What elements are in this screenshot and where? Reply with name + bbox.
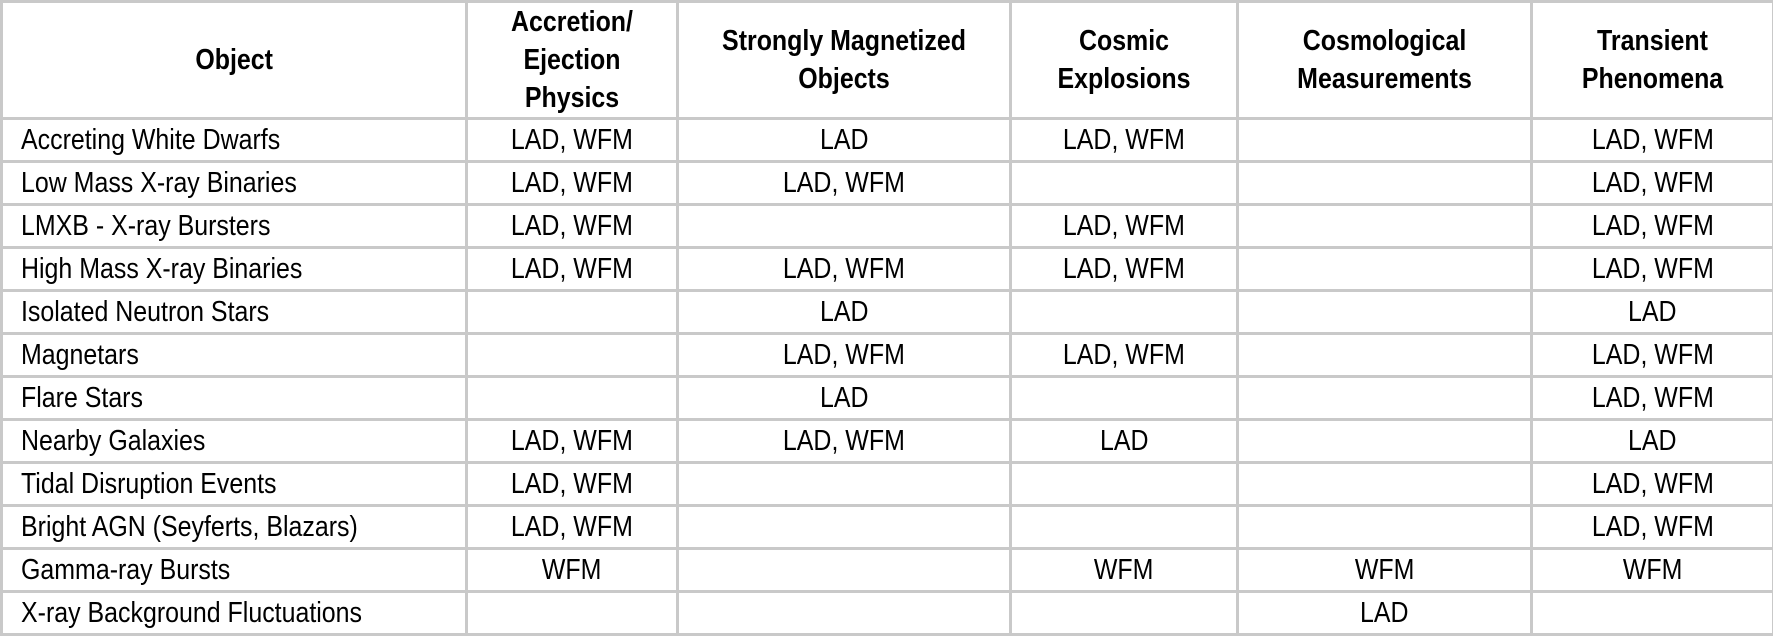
instrument-value: LAD, WFM: [1592, 249, 1714, 289]
instrument-value: LAD, WFM: [783, 421, 905, 461]
table-row: [2, 506, 1773, 549]
instrument-cell: [1011, 205, 1238, 248]
instrument-value: LAD, WFM: [1592, 464, 1714, 504]
instrument-cell: [678, 162, 1011, 205]
instrument-value: LAD: [1100, 421, 1149, 461]
instrument-value: LAD, WFM: [783, 335, 905, 375]
instrument-cell: [1238, 205, 1532, 248]
instrument-value: LAD, WFM: [783, 249, 905, 289]
instrument-cell: [1238, 291, 1532, 334]
object-name-cell: [2, 205, 467, 248]
header-label: Strongly Magnetized Objects: [702, 22, 986, 98]
instrument-cell: [1532, 420, 1773, 463]
instrument-cell: [467, 377, 678, 420]
object-name: Flare Stars: [21, 378, 143, 418]
instrument-cell: [1011, 592, 1238, 635]
object-name-cell: [2, 549, 467, 592]
table-row: [2, 420, 1773, 463]
object-name-cell: [2, 291, 467, 334]
instrument-cell: [1532, 334, 1773, 377]
instrument-cell: [1238, 377, 1532, 420]
instrument-value: LAD: [1628, 421, 1677, 461]
instrument-cell: [467, 592, 678, 635]
instrument-value: WFM: [542, 550, 602, 590]
instrument-value: LAD, WFM: [1063, 249, 1185, 289]
instrument-cell: [1238, 420, 1532, 463]
object-name-cell: [2, 420, 467, 463]
instrument-value: LAD, WFM: [511, 206, 633, 246]
table-row: [2, 205, 1773, 248]
instrument-value: LAD, WFM: [511, 120, 633, 160]
instrument-value: LAD, WFM: [783, 163, 905, 203]
instrument-cell: [1238, 463, 1532, 506]
object-name-cell: [2, 463, 467, 506]
instrument-value: LAD, WFM: [1063, 335, 1185, 375]
instrument-value: LAD, WFM: [1592, 206, 1714, 246]
object-name: Nearby Galaxies: [21, 421, 205, 461]
instrument-value: WFM: [1623, 550, 1683, 590]
instrument-value: LAD, WFM: [1592, 163, 1714, 203]
instrument-value: LAD, WFM: [511, 249, 633, 289]
object-name: Accreting White Dwarfs: [21, 120, 280, 160]
instrument-cell: [1532, 463, 1773, 506]
instrument-value: LAD, WFM: [511, 163, 633, 203]
header-label: Object: [195, 41, 273, 79]
instrument-cell: [1238, 549, 1532, 592]
instrument-cell: [467, 420, 678, 463]
instrument-value: WFM: [1094, 550, 1154, 590]
instrument-cell: [467, 205, 678, 248]
object-name: Magnetars: [21, 335, 139, 375]
object-name: Isolated Neutron Stars: [21, 292, 269, 332]
instrument-cell: [1011, 549, 1238, 592]
header-cell-transient: [1532, 2, 1773, 119]
instrument-value: LAD: [820, 292, 869, 332]
instrument-value: LAD, WFM: [1592, 507, 1714, 547]
instrument-cell: [1532, 162, 1773, 205]
instrument-cell: [1238, 334, 1532, 377]
instrument-cell: [1238, 119, 1532, 162]
instrument-cell: [1532, 205, 1773, 248]
instrument-cell: [1011, 420, 1238, 463]
instrument-cell: [1011, 162, 1238, 205]
object-name-cell: [2, 592, 467, 635]
object-name-cell: [2, 248, 467, 291]
instrument-cell: [1238, 162, 1532, 205]
object-name: Gamma-ray Bursts: [21, 550, 230, 590]
object-name: Tidal Disruption Events: [21, 464, 277, 504]
instrument-cell: [678, 463, 1011, 506]
header-cell-object: [2, 2, 467, 119]
instrument-cell: [678, 377, 1011, 420]
object-name: Low Mass X-ray Binaries: [21, 163, 297, 203]
header-label: Cosmological Measurements: [1259, 22, 1509, 98]
instrument-cell: [1011, 119, 1238, 162]
instrument-cell: [1238, 248, 1532, 291]
instrument-cell: [678, 248, 1011, 291]
table-row: [2, 463, 1773, 506]
instrument-cell: [1532, 377, 1773, 420]
object-name-cell: [2, 119, 467, 162]
object-name-cell: [2, 377, 467, 420]
header-cell-cosmological: [1238, 2, 1532, 119]
object-name: Bright AGN (Seyferts, Blazars): [21, 507, 358, 547]
table-row: [2, 377, 1773, 420]
instrument-value: WFM: [1355, 550, 1415, 590]
instrument-value: LAD: [1628, 292, 1677, 332]
instrument-cell: [467, 506, 678, 549]
instrument-cell: [678, 506, 1011, 549]
header-row: [2, 2, 1773, 119]
instrument-cell: [467, 334, 678, 377]
instrument-cell: [678, 549, 1011, 592]
instrument-cell: [1238, 506, 1532, 549]
instrument-cell: [1011, 291, 1238, 334]
table-row: [2, 119, 1773, 162]
header-cell-explosions: [1011, 2, 1238, 119]
instrument-value: LAD: [820, 378, 869, 418]
instrument-cell: [1011, 334, 1238, 377]
instrument-cell: [1011, 506, 1238, 549]
instrument-cell: [678, 291, 1011, 334]
header-label: Accretion/ Ejection Physics: [483, 3, 662, 117]
instrument-cell: [467, 549, 678, 592]
object-name: High Mass X-ray Binaries: [21, 249, 302, 289]
instrument-cell: [1532, 291, 1773, 334]
instrument-value: LAD, WFM: [1063, 120, 1185, 160]
instrument-cell: [467, 162, 678, 205]
instrument-cell: [1532, 248, 1773, 291]
instrument-cell: [678, 592, 1011, 635]
table-row: [2, 248, 1773, 291]
header-label: Cosmic Explosions: [1028, 22, 1221, 98]
instrument-cell: [467, 463, 678, 506]
header-cell-magnetized: [678, 2, 1011, 119]
table-row: [2, 549, 1773, 592]
instrument-cell: [678, 205, 1011, 248]
table-row: [2, 334, 1773, 377]
instrument-value: LAD, WFM: [1592, 335, 1714, 375]
instrument-value: LAD, WFM: [1063, 206, 1185, 246]
object-name: X-ray Background Fluctuations: [21, 593, 362, 633]
instrument-cell: [678, 334, 1011, 377]
instrument-value: LAD: [1360, 593, 1409, 633]
table-row: [2, 162, 1773, 205]
instrument-value: LAD, WFM: [511, 464, 633, 504]
table-row: [2, 592, 1773, 635]
instrument-value: LAD, WFM: [511, 507, 633, 547]
table-header: [2, 2, 1773, 119]
instrument-cell: [1532, 506, 1773, 549]
object-name-cell: [2, 162, 467, 205]
object-name-cell: [2, 506, 467, 549]
instrument-cell: [467, 248, 678, 291]
table-body: [2, 119, 1773, 635]
header-cell-accretion: [467, 2, 678, 119]
object-name: LMXB - X-ray Bursters: [21, 206, 270, 246]
instrument-cell: [467, 291, 678, 334]
instrument-cell: [1532, 592, 1773, 635]
instrument-value: LAD, WFM: [1592, 378, 1714, 418]
instrument-cell: [1011, 377, 1238, 420]
instrument-cell: [1532, 119, 1773, 162]
instrument-cell: [1011, 463, 1238, 506]
header-label: Transient Phenomena: [1550, 22, 1756, 98]
instrument-cell: [467, 119, 678, 162]
instrument-cell: [1238, 592, 1532, 635]
instrument-cell: [678, 420, 1011, 463]
instrument-value: LAD, WFM: [1592, 120, 1714, 160]
instrument-value: LAD: [820, 120, 869, 160]
table-row: [2, 291, 1773, 334]
instrument-cell: [678, 119, 1011, 162]
object-name-cell: [2, 334, 467, 377]
instrument-cell: [1532, 549, 1773, 592]
instrument-value: LAD, WFM: [511, 421, 633, 461]
instrument-cell: [1011, 248, 1238, 291]
